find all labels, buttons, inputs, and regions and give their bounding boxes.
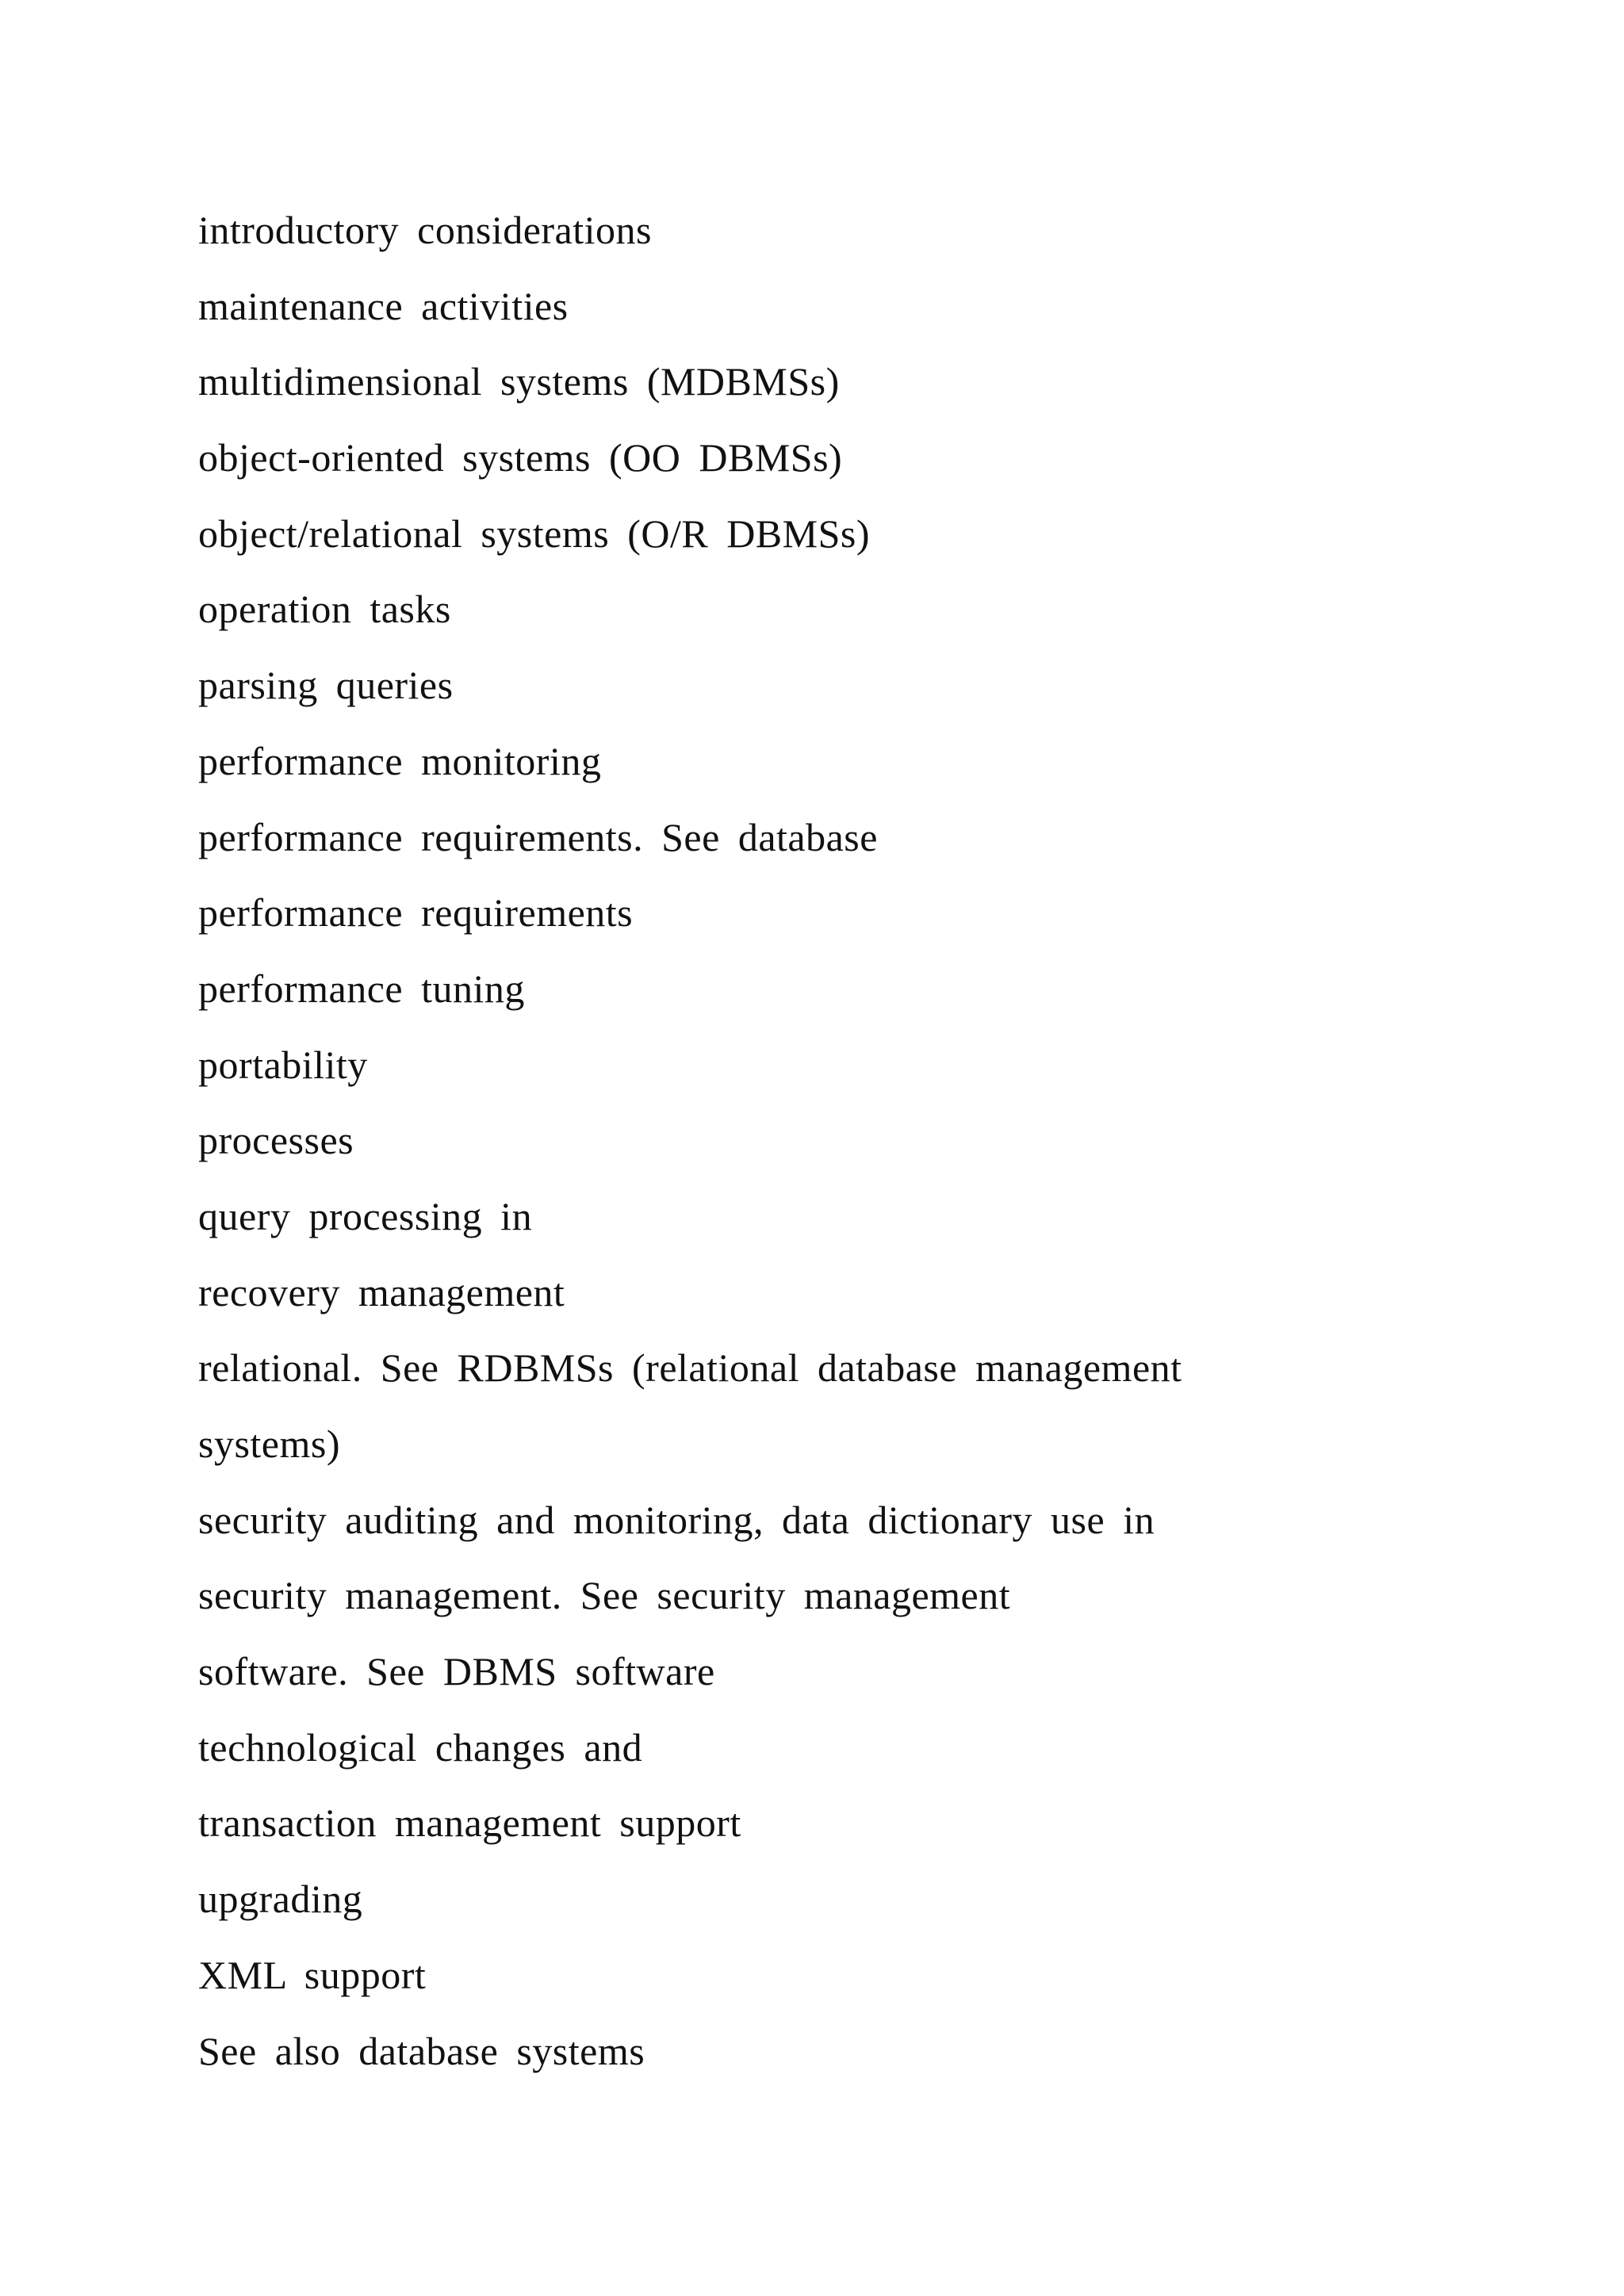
index-line: operation tasks [198,587,451,632]
index-line: security auditing and monitoring, data dictionary use in [198,1497,1155,1542]
index-line: performance requirements. See database [198,814,878,859]
index-line: security management. See security management [198,1573,1011,1618]
index-line: query processing in [198,1193,533,1238]
index-line: technological changes and [198,1724,643,1770]
index-entry-list [198,193,1546,2089]
index-line: relational. See RDBMSs (relational database management [198,1345,1182,1391]
index-line: performance requirements [198,890,634,936]
index-line: software. See DBMS software [198,1649,715,1694]
index-line: transaction management support [198,1800,741,1846]
index-line: See also database systems [198,2028,645,2073]
index-line: parsing queries [198,663,454,708]
index-line: systems) [198,1422,340,1466]
index-line: XML support [198,1952,427,1997]
index-line: multidimensional systems (MDBMSs) [198,359,840,404]
index-line: object/relational systems (O/R DBMSs) [198,511,871,556]
index-line: portability [198,1042,368,1087]
index-line: object-oriented systems (OO DBMSs) [198,435,843,480]
index-line: introductory considerations [198,208,652,252]
index-line: processes [198,1118,354,1163]
index-line: recovery management [198,1269,565,1314]
index-line: maintenance activities [198,283,569,328]
index-line: upgrading [198,1877,363,1922]
index-line: performance monitoring [198,738,602,783]
index-line: performance tuning [198,966,525,1011]
